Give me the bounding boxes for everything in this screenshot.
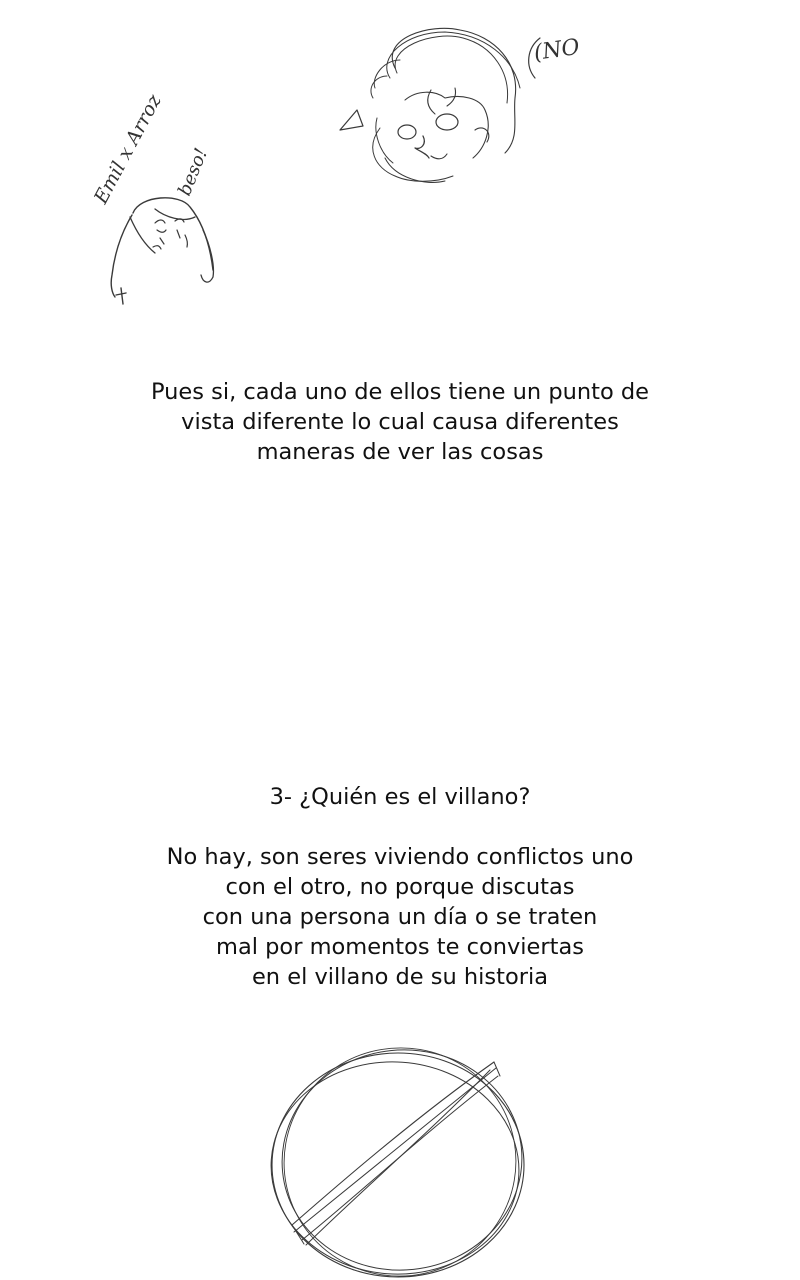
paragraph-line: maneras de ver las cosas — [256, 439, 544, 465]
answer-villain-paragraph — [0, 842, 800, 992]
doodle-speech-no: (NO — [532, 34, 582, 66]
paragraph-line: Pues si, cada uno de ellos tiene un punto de — [150, 379, 650, 405]
answer-line: con el otro, no porque discutas — [225, 874, 575, 900]
curly-hair-head-doodle — [335, 18, 585, 193]
prohibition-sign-icon — [262, 1040, 537, 1280]
question-text: 3- ¿Quién es el villano? — [269, 784, 531, 810]
answer-line: en el villano de su historia — [251, 964, 549, 990]
answer-line: con una persona un día o se traten — [202, 904, 598, 930]
doodle-caption-emil-arroz: Emil x Arroz — [89, 90, 166, 208]
doodle-caption-beso: beso! — [174, 145, 213, 199]
question-villain-heading — [0, 782, 800, 812]
answer-line: No hay, son seres viviendo conflictos uno — [166, 844, 634, 870]
paragraph-line: vista diferente lo cual causa diferentes — [181, 409, 619, 435]
covered-face-doodle — [85, 90, 245, 320]
paragraph-points-of-view — [0, 377, 800, 467]
answer-line: mal por momentos te conviertas — [216, 934, 584, 960]
